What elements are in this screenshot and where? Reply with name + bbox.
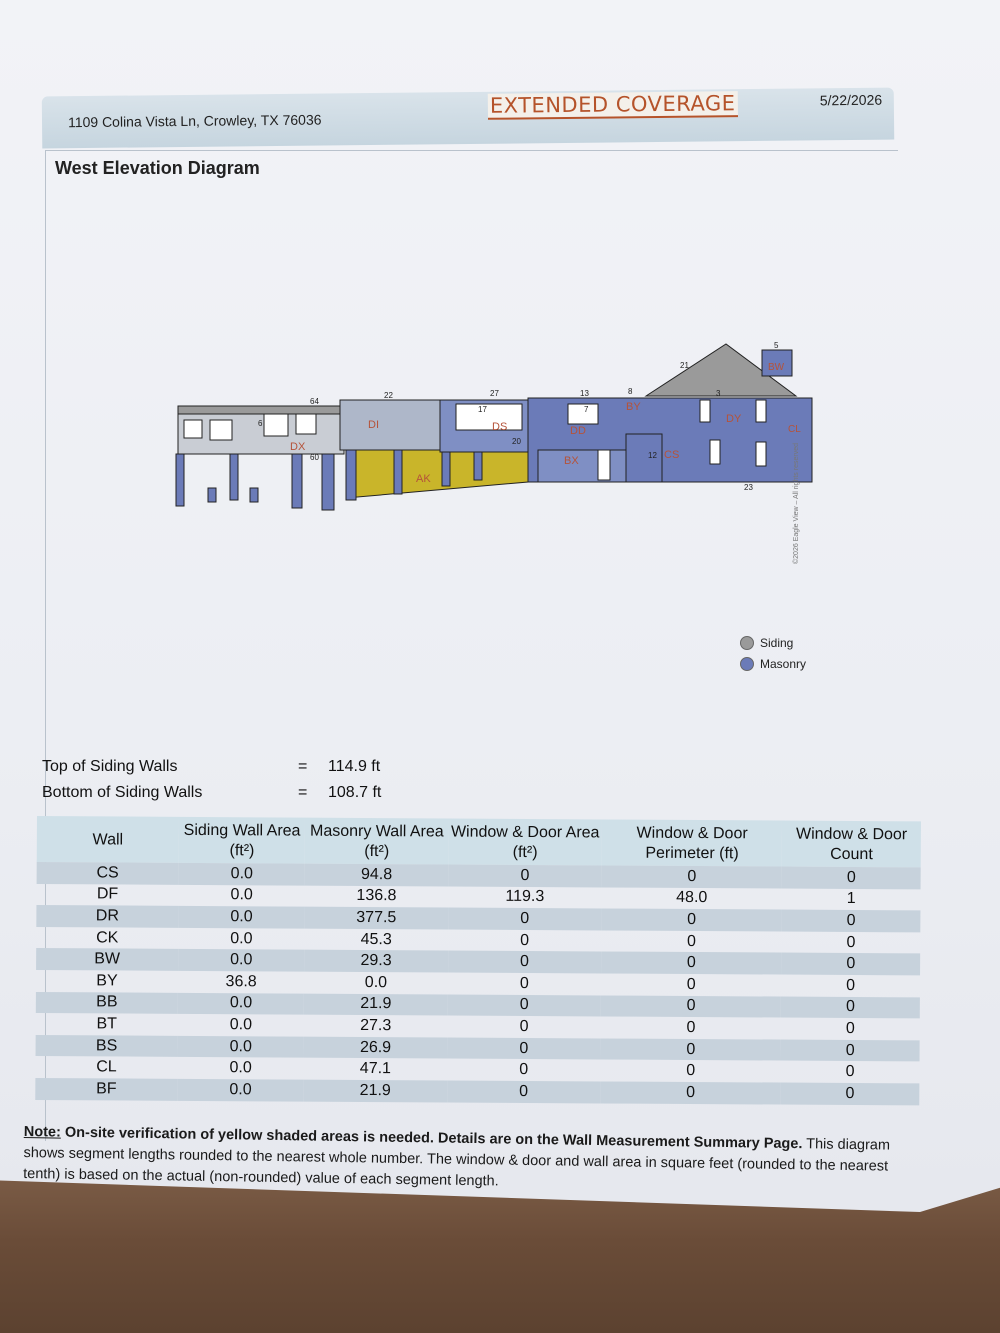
cell: 0 <box>686 932 696 950</box>
cell: 0 <box>846 976 856 994</box>
wall-label-cs: CS <box>664 449 680 461</box>
masonry-swatch <box>740 657 754 671</box>
segment-number: 3 <box>716 389 721 398</box>
section-title: West Elevation Diagram <box>55 158 260 178</box>
cell: BY <box>96 972 118 990</box>
brand-logo: EXTENDED COVERAGE <box>488 91 738 120</box>
cell: 0 <box>519 974 529 992</box>
legend-item-masonry <box>740 657 806 671</box>
cell: 0 <box>782 867 921 889</box>
cell: 0.0 <box>230 929 253 947</box>
note-body-text: This diagram shows segment lengths rounded to the nearest whole number. The window & door and wall area in square feet (rounded to the nearest tenth) is based on the actual (non-rounded) value of each segment length. <box>23 1136 891 1190</box>
segment-number: 21 <box>680 361 689 370</box>
wall-label-ds: DS <box>492 421 508 433</box>
cell: 0 <box>448 951 602 974</box>
cell: 0.0 <box>178 1036 304 1058</box>
legend-label: Masonry <box>760 657 807 671</box>
summary-label: Top of Siding Walls <box>42 758 178 775</box>
cell: 0 <box>602 865 782 888</box>
wall-label-dx: DX <box>290 441 306 453</box>
cell: 94.8 <box>305 864 448 886</box>
cell: 0 <box>845 1019 855 1037</box>
cell: 27.3 <box>360 1016 392 1035</box>
cell: 0 <box>781 1082 920 1104</box>
cell: 0 <box>601 995 781 1018</box>
legend-item-siding <box>740 636 806 650</box>
cell: 0.0 <box>178 906 304 928</box>
legend-label: Siding <box>760 636 794 650</box>
summary-label: Bottom of Siding Walls <box>42 784 203 801</box>
report-date: 5/22/2026 <box>819 91 883 109</box>
cell: BT <box>96 1015 118 1033</box>
segment-number: 8 <box>628 387 633 396</box>
elevation-diagram <box>150 310 830 580</box>
diagram-legend <box>740 636 806 678</box>
cell: 0 <box>781 953 920 975</box>
cell: 26.9 <box>304 1036 447 1058</box>
wall-label-di: DI <box>368 419 379 431</box>
cell: 1 <box>846 890 856 908</box>
report-header <box>42 88 894 149</box>
segment-number: 12 <box>648 451 657 460</box>
wall-measurement-table <box>35 816 921 1105</box>
cell: CL <box>96 1058 117 1076</box>
cell: CS <box>37 862 179 884</box>
segment-number: 20 <box>512 437 521 446</box>
copyright-text: ©2026 Eagle View – All rights reserved <box>793 443 800 564</box>
segment-number: 6 <box>258 419 263 428</box>
yellow-shaded-area <box>346 450 528 498</box>
cell: 0 <box>601 952 781 975</box>
cell: 0 <box>846 933 856 951</box>
cell: 0 <box>601 1038 781 1061</box>
wall-label-dd: DD <box>570 425 586 437</box>
summary-value: 108.7 ft <box>328 784 382 801</box>
cell: 45.3 <box>360 930 392 948</box>
table-header-row <box>37 816 921 867</box>
summary-equals: = <box>298 758 308 775</box>
cell: BW <box>36 948 178 970</box>
note-bold-text: On-site verification of yellow shaded areas is needed. Details are on the Wall Measurement Summary Page. <box>60 1124 803 1153</box>
wall-label-by: BY <box>626 401 641 413</box>
cell: 21.9 <box>304 993 447 1015</box>
cell: 377.5 <box>305 907 448 929</box>
segment-number: 64 <box>310 397 319 406</box>
cell: 0 <box>519 1061 529 1079</box>
segment-number: 22 <box>384 391 393 400</box>
cell: 47.1 <box>359 1060 392 1078</box>
cell: BS <box>36 1035 178 1057</box>
cell: 48.0 <box>676 889 708 907</box>
segment-number: 17 <box>478 405 487 414</box>
cell: 0 <box>519 1017 529 1035</box>
cell: DF <box>96 885 119 903</box>
cell: 0 <box>781 1039 920 1061</box>
cell: 0 <box>447 1037 601 1060</box>
wall-label-bw: BW <box>768 362 785 373</box>
col-header-window-door-perimeter: Window & Door Perimeter (ft) <box>602 819 783 866</box>
cell: 0 <box>601 909 781 932</box>
cell: 0 <box>686 1062 696 1080</box>
col-header-window-door-count: Window & Door Count <box>782 821 921 868</box>
note-label: Note: <box>23 1123 62 1141</box>
segment-number: 13 <box>580 389 589 398</box>
cell: 0.0 <box>230 886 253 904</box>
cell: 0 <box>686 975 696 993</box>
col-header-masonry-area: Masonry Wall Area (ft²) <box>305 818 448 865</box>
cell: 0.0 <box>179 863 305 885</box>
cell: DR <box>36 905 178 927</box>
cell: 0.0 <box>229 1059 252 1077</box>
col-header-wall: Wall <box>37 816 179 863</box>
cell: 0 <box>686 1018 696 1036</box>
cell: 0.0 <box>229 1016 253 1034</box>
summary-equals: = <box>298 784 308 801</box>
cell: 0.0 <box>178 949 304 971</box>
cell: 0 <box>448 865 602 888</box>
cell: 0.0 <box>177 1079 303 1101</box>
cell: 21.9 <box>304 1080 447 1102</box>
wall-label-cl: CL <box>788 424 801 435</box>
col-header-siding-area: Siding Wall Area (ft²) <box>179 817 306 864</box>
cell: CK <box>96 928 119 947</box>
cell: 0 <box>447 1080 601 1103</box>
cell: 0 <box>600 1081 780 1104</box>
wall-label-bx: BX <box>564 455 579 467</box>
segment-number: 60 <box>310 453 319 462</box>
cell: 0 <box>447 994 601 1017</box>
segment-number: 7 <box>584 405 589 414</box>
cell: 0 <box>520 931 530 949</box>
cell: 0 <box>782 910 921 932</box>
cell: 0 <box>448 908 602 931</box>
cell: 136.8 <box>356 887 397 905</box>
segment-number: 5 <box>774 341 779 350</box>
cell: 0.0 <box>364 973 388 991</box>
cell: 36.8 <box>225 972 257 991</box>
cell: 119.3 <box>505 888 545 906</box>
cell: 0 <box>845 1063 855 1081</box>
cell: 0 <box>781 996 920 1018</box>
cell: 0.0 <box>178 992 304 1014</box>
segment-number: 23 <box>744 483 753 492</box>
wall-label-dy: DY <box>726 413 742 425</box>
cell: BB <box>36 992 178 1014</box>
segment-number: 27 <box>490 389 499 398</box>
summary-value: 114.9 ft <box>328 758 381 775</box>
cell: 29.3 <box>304 950 447 972</box>
siding-swatch <box>740 636 754 650</box>
wall-label-ak: AK <box>416 473 431 485</box>
property-address: 1109 Colina Vista Ln, Crowley, TX 76036 <box>67 111 322 131</box>
col-header-window-door-area: Window & Door Area (ft²) <box>448 819 602 866</box>
cell: BF <box>35 1078 177 1100</box>
